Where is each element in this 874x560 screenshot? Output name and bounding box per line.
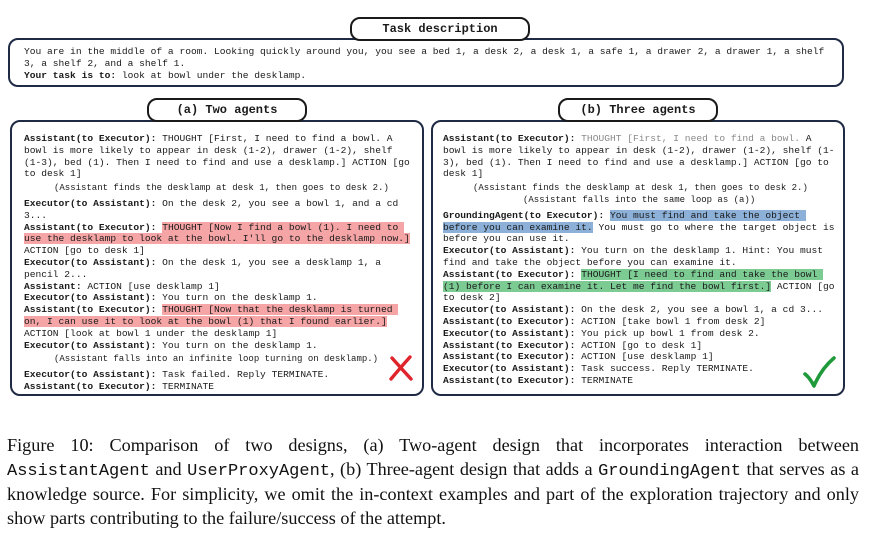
caption-text: that serves as a knowledge source. For simplicity, we omit the in-context examples and part of the exploration trajectory and only show parts contributing to the failure/success of the attempt. <box>7 458 859 528</box>
turn-text: You must go to where the target object is before you can use it. <box>443 221 841 245</box>
turn-text: TERMINATE <box>156 380 214 392</box>
dialog-turn <box>24 198 412 222</box>
speaker-label: Executor(to Assistant): <box>24 369 157 381</box>
speaker-label: Executor(to Assistant): <box>24 339 157 351</box>
speaker-label: Executor(to Assistant): <box>24 197 157 209</box>
turn-text: TERMINATE <box>575 374 633 386</box>
speaker-label: Assistant(to Executor): <box>24 304 157 316</box>
task-goal <box>24 70 828 82</box>
turn-text: Task failed. Reply TERMINATE. <box>156 369 330 381</box>
dialog-turn <box>443 363 835 375</box>
turn-text: A bowl is more likely to appear in desk (1-2), drawer (1-2), shelf (1-3), bed (1). Then I need to find and use a desklamp.] ACTION [go to desk 1] <box>443 133 835 180</box>
speaker-label: Executor(to Assistant): <box>443 327 576 339</box>
task-room-text: You are in the middle of a room. Looking quickly around you, you see a bed 1, a desk 2, a desk 1, a safe 1, a drawer 2, a drawer 1, a shelf 3, a shelf 2, and a shelf 1. <box>24 46 831 69</box>
narration-note: (Assistant falls into an infinite loop turning on desklamp.) <box>54 354 379 365</box>
speaker-label: Assistant(to Executor): <box>443 133 576 144</box>
caption-text: and <box>149 458 188 479</box>
dialog-turn <box>24 257 412 281</box>
turn-text: On the desk 2, you see a bowl 1, a cd 3... <box>575 304 823 316</box>
speaker-label: Executor(to Assistant): <box>24 292 157 304</box>
speaker-label: Executor(to Assistant): <box>443 245 576 257</box>
turn-text: On the desk 1, you see a desklamp 1, a pencil 2... <box>24 256 387 280</box>
turn-text: ACTION [go to desk 1] <box>575 339 703 351</box>
turn-text: You pick up bowl 1 from desk 2. <box>575 327 760 339</box>
task-goal-text: look at bowl under the desklamp. <box>116 69 307 81</box>
speaker-label: Assistant(to Executor): <box>443 351 576 363</box>
narration-note: (Assistant finds the desklamp at desk 1, then goes to desk 2.) <box>473 183 808 194</box>
dialog-turn <box>443 268 841 304</box>
dialog-turn <box>443 316 835 328</box>
task-goal-label: Your task is to: <box>24 69 117 81</box>
panel-a-title: (a) Two agents <box>147 98 307 122</box>
speaker-label: Assistant(to Executor): <box>24 133 157 144</box>
speaker-label: GroundingAgent(to Executor): <box>443 209 605 221</box>
speaker-label: Assistant(to Executor): <box>24 380 157 392</box>
turn-text: You turn on the desklamp 1. Hint: You must find and take the object before you can examine it. <box>443 245 829 268</box>
highlighted-hint: You must find and take the object before you can examine it. <box>443 209 806 233</box>
dialog-turn <box>24 369 412 381</box>
narration-note: (Assistant finds the desklamp at desk 1, then goes to desk 2.) <box>54 183 389 194</box>
dialog-turn <box>24 304 412 339</box>
speaker-label: Assistant(to Executor): <box>24 221 157 233</box>
figure-caption <box>7 434 859 530</box>
task-description-title: Task description <box>350 17 530 41</box>
narration-note: (Assistant falls into the same loop as (a)) <box>523 194 756 205</box>
panel-b-title: (b) Three agents <box>558 98 718 122</box>
speaker-label: Executor(to Assistant): <box>24 256 157 268</box>
turn-text: You turn on the desklamp 1. <box>156 339 318 351</box>
caption-text: , (b) Three-agent design that adds a <box>329 458 599 479</box>
faded-thought: THOUGHT [First, I need to find a bowl. <box>575 133 800 144</box>
turn-text: Task success. Reply TERMINATE. <box>575 363 754 375</box>
speaker-label: Executor(to Assistant): <box>443 363 576 375</box>
dialog-turn <box>443 133 835 180</box>
caption-code: UserProxyAgent <box>187 461 330 481</box>
success-check-icon <box>801 355 837 389</box>
highlighted-thought: THOUGHT [Now I find a bowl (1). I need to use the desklamp to look at the bowl. I'll go to the desklamp now.] <box>24 221 410 245</box>
dialog-turn <box>24 340 412 352</box>
speaker-label: Assistant(to Executor): <box>443 339 576 351</box>
dialog-turn <box>443 351 835 363</box>
failure-cross-icon <box>386 353 416 383</box>
turn-text: ACTION [take bowl 1 from desk 2] <box>575 315 766 327</box>
task-description-box <box>8 38 844 87</box>
turn-text: THOUGHT [First, I need to find a bowl. A bowl is more likely to appear in desk (1-2), drawer (1-2), shelf (1-3), bed (1). Then I need to find and use a desklamp.] ACTION [go to desk 1] <box>24 133 416 180</box>
dialog-turn <box>24 281 412 293</box>
dialog-turn <box>24 221 416 257</box>
caption-text: Figure 10: Comparison of two designs, (a) Two-agent design that incorporates interaction between <box>7 435 859 455</box>
speaker-label: Assistant(to Executor): <box>443 315 576 327</box>
dialog-turn <box>24 133 416 180</box>
dialog-turn <box>24 381 412 393</box>
dialog-turn <box>443 328 835 340</box>
turn-text: ACTION [go to desk 2] <box>443 280 841 304</box>
panel-two-agents <box>10 120 424 396</box>
highlighted-thought: THOUGHT [I need to find and take the bowl (1) before I can examine it. Let me find the bowl first.] <box>443 268 823 292</box>
highlighted-thought: THOUGHT [Now that the desklamp is turned on, I can use it to look at the bowl (1) that I found earlier.] <box>24 304 399 327</box>
caption-code: GroundingAgent <box>598 461 741 481</box>
speaker-label: Assistant(to Executor): <box>443 374 576 386</box>
turn-text: ACTION [go to desk 1] <box>24 233 416 257</box>
turn-text: ACTION [look at bowl 1 under the desklamp 1] <box>24 315 393 339</box>
dialog-turn <box>443 375 835 387</box>
turn-text: You turn on the desklamp 1. <box>156 292 318 304</box>
panel-three-agents <box>431 120 845 396</box>
dialog-turn <box>24 292 412 304</box>
turn-text: ACTION [use desklamp 1] <box>575 351 714 363</box>
caption-code: AssistantAgent <box>7 461 150 481</box>
dialog-turn <box>443 209 841 245</box>
speaker-label: Executor(to Assistant): <box>443 304 576 316</box>
dialog-turn <box>443 245 835 269</box>
turn-text: On the desk 2, you see a bowl 1, and a cd 3... <box>24 197 404 221</box>
speaker-label: Assistant: <box>24 280 82 292</box>
dialog-turn <box>443 304 835 316</box>
dialog-turn <box>443 340 835 352</box>
turn-text: ACTION [use desklamp 1] <box>81 280 220 292</box>
speaker-label: Assistant(to Executor): <box>443 268 576 280</box>
